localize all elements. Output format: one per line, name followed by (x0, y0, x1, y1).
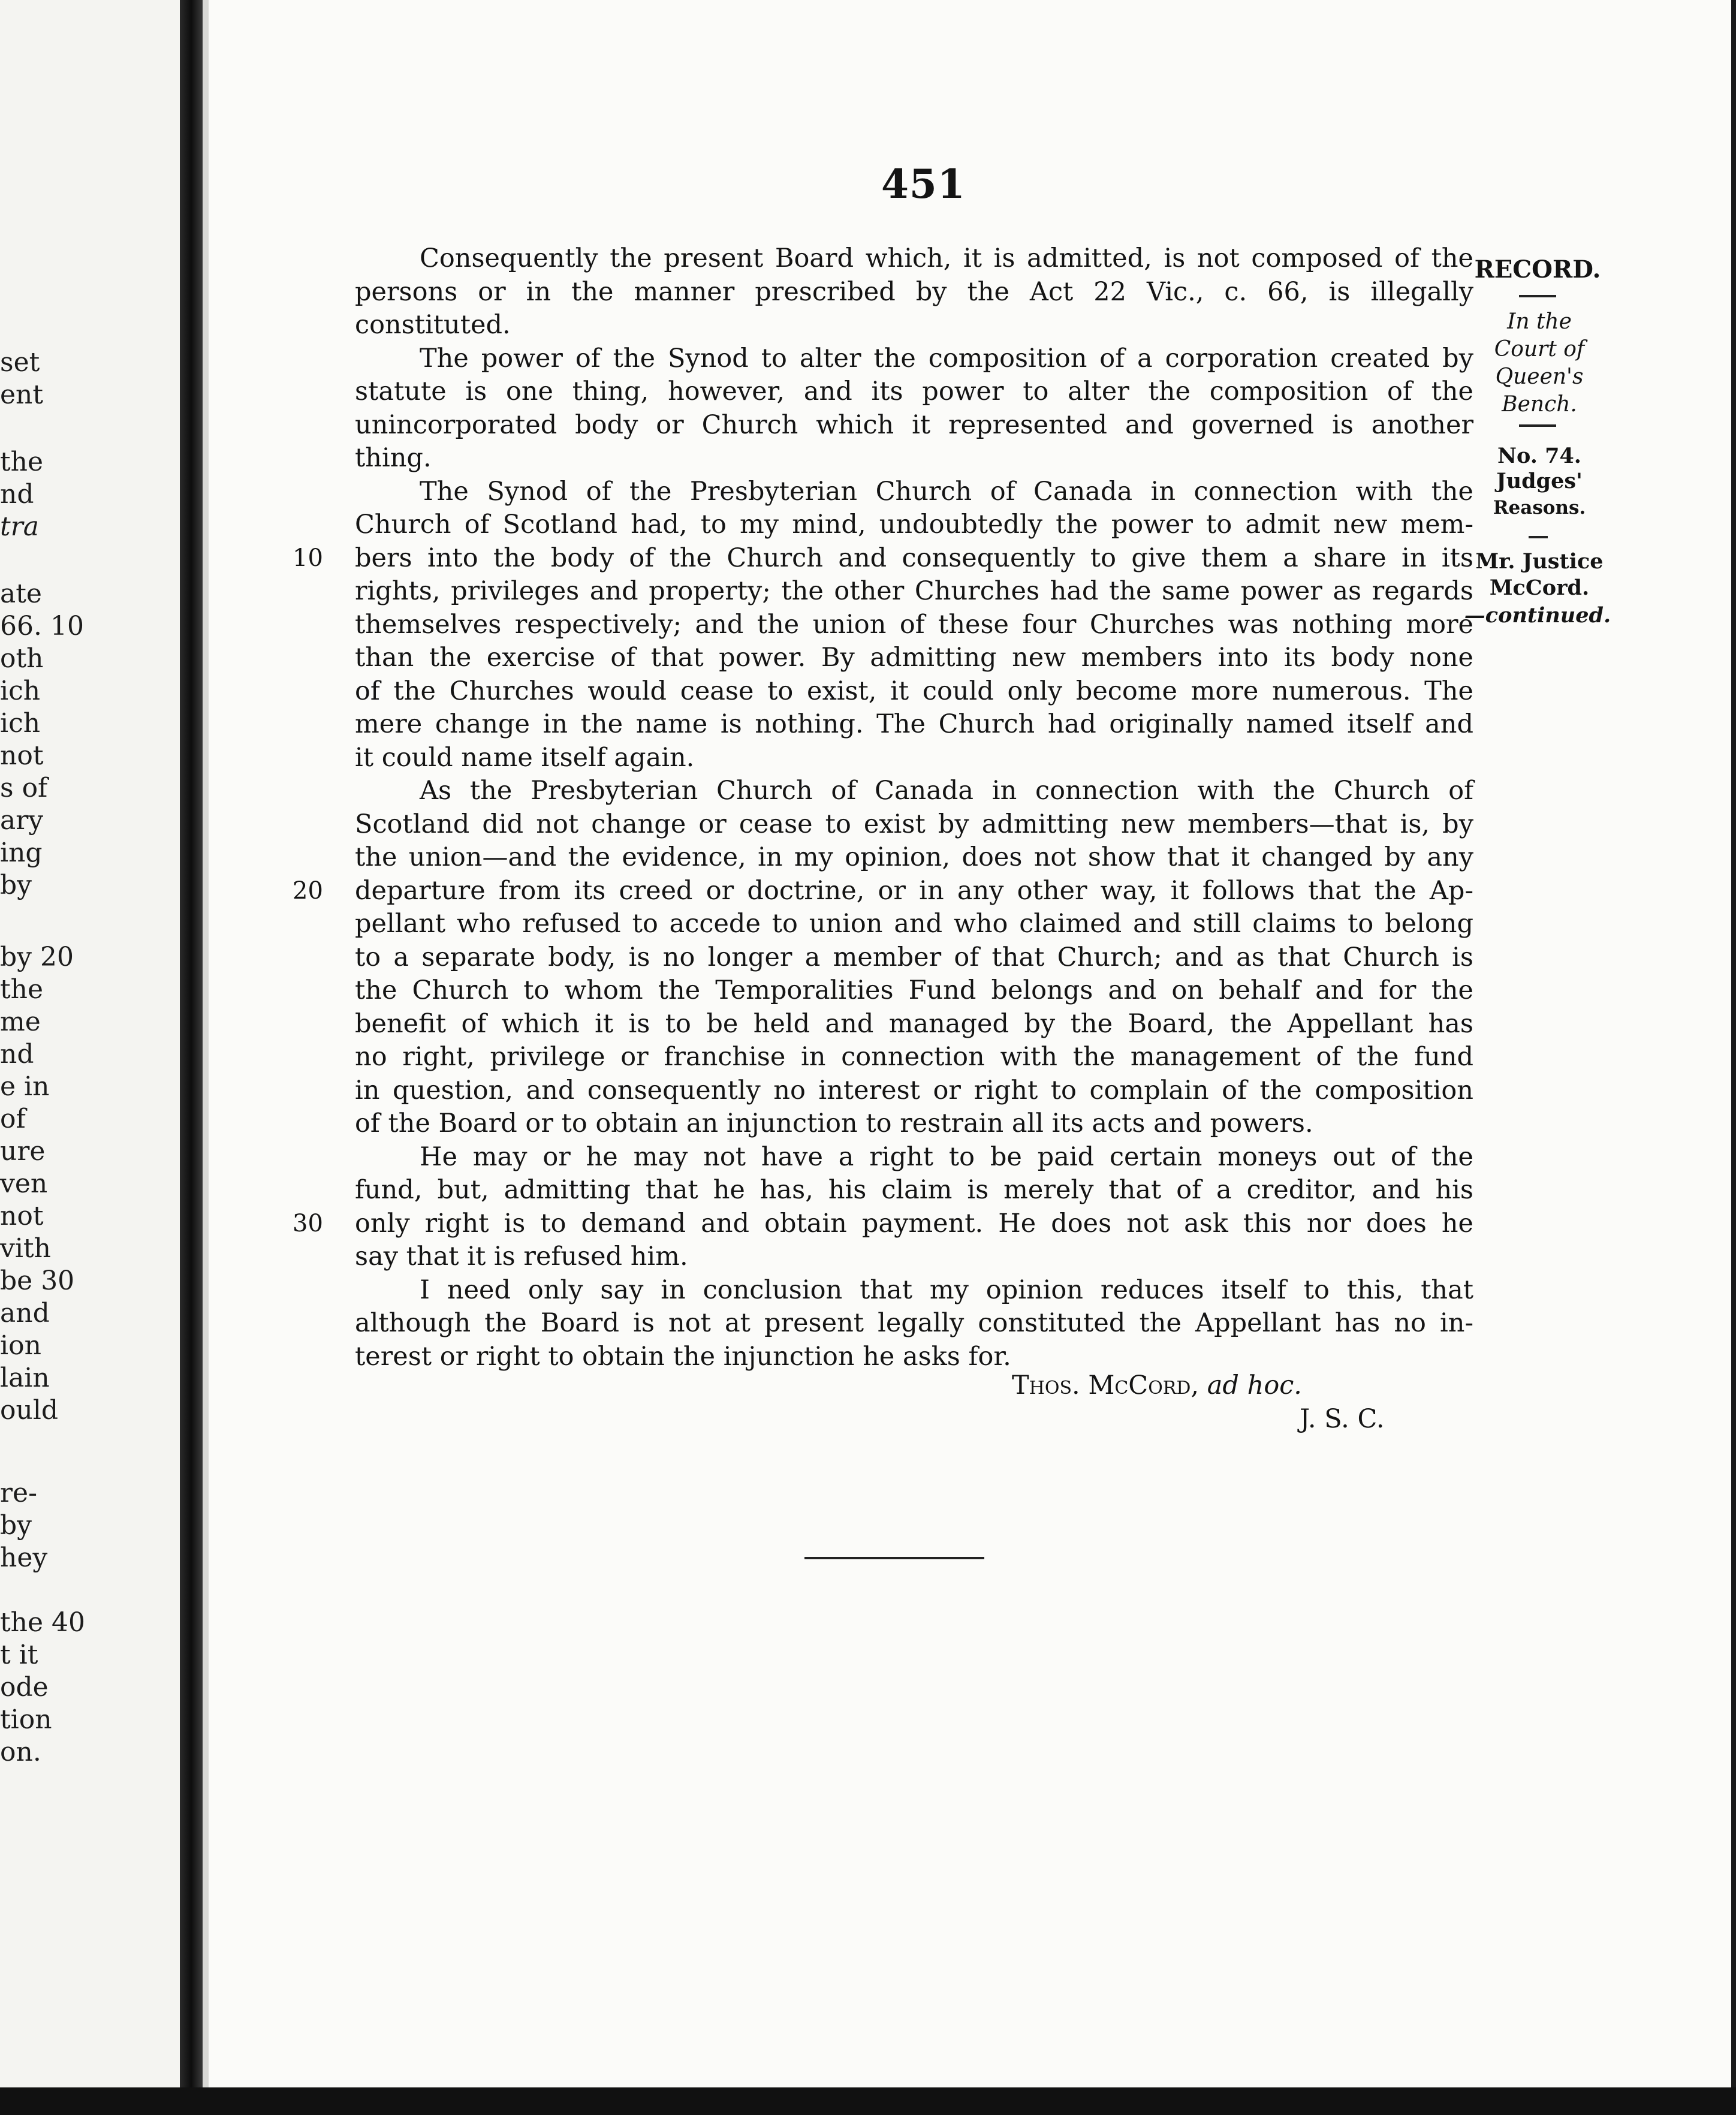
facing-line: and (0, 1298, 50, 1328)
facing-line: hey (0, 1542, 48, 1573)
margin-rule (1529, 536, 1548, 538)
line-number: 10 (293, 544, 323, 572)
facing-line: tion (0, 1704, 52, 1735)
text-line: The Synod of the Presbyterian Church of Canada in connection with the (420, 476, 1473, 507)
margin-mccord: McCord. (1489, 576, 1590, 600)
margin-heading: RECORD. (1474, 255, 1601, 284)
text-line: although the Board is not at present legally constituted the Appellant has no in- (355, 1308, 1473, 1338)
text-line: the union—and the evidence, in my opinion, does not show that it changed by any (355, 842, 1473, 872)
facing-line: ate (0, 579, 42, 609)
book-gutter (180, 0, 203, 2115)
text-line: unincorporated body or Church which it represented and governed is another (355, 409, 1473, 440)
text-line: pellant who refused to accede to union and who claimed and still claims to belong (355, 909, 1473, 939)
text-line: mere change in the name is nothing. The Church had originally named itself and (355, 709, 1473, 739)
text-line: fund, but, admitting that he has, his claim is merely that of a creditor, and his (355, 1175, 1473, 1205)
facing-line: not (0, 1201, 44, 1231)
facing-line: nd (0, 479, 34, 510)
text-line: statute is one thing, however, and its power to alter the composition of the (355, 376, 1473, 406)
facing-line: ure (0, 1136, 46, 1167)
margin-rule (1519, 424, 1556, 427)
facing-line: ich (0, 708, 41, 739)
facing-line: e in (0, 1071, 50, 1102)
text-line: of the Board or to obtain an injunction to restrain all its acts and powers. (355, 1108, 1313, 1138)
text-line: departure from its creed or doctrine, or in any other way, it follows that the Ap- (355, 875, 1473, 906)
margin-reasons: Reasons. (1493, 497, 1586, 519)
facing-line: ent (0, 379, 44, 410)
margin-rule (1519, 295, 1556, 297)
text-line: only right is to demand and obtain payment. He does not ask this nor does he (355, 1208, 1473, 1239)
margin-no: No. 74. (1497, 444, 1581, 468)
gutter-edge (203, 0, 209, 2115)
text-line: persons or in the manner prescribed by the Act 22 Vic., c. 66, is illegally (355, 276, 1473, 307)
facing-line: ould (0, 1395, 59, 1426)
facing-line: t it (0, 1640, 38, 1670)
facing-line: ode (0, 1672, 49, 1703)
facing-line: me (0, 1007, 41, 1037)
text-line: in question, and consequently no interest or right to complain of the composition (355, 1075, 1473, 1105)
facing-line: vith (0, 1233, 51, 1264)
facing-line: lain (0, 1363, 50, 1393)
signature-suffix: ad hoc. (1207, 1370, 1302, 1400)
text-line: themselves respectively; and the union of these four Churches was nothing more (355, 609, 1473, 640)
text-line: it could name itself again. (355, 742, 695, 773)
text-line: I need only say in conclusion that my opinion reduces itself to this, that (420, 1275, 1473, 1305)
facing-line: 66. 10 (0, 611, 84, 641)
facing-line: on. (0, 1737, 41, 1767)
facing-line: not (0, 740, 44, 771)
signature (1012, 1369, 1302, 1403)
text-line: the Church to whom the Temporalities Fund belongs and on behalf and for the (355, 975, 1473, 1005)
text-line: of the Churches would cease to exist, it could only become more numerous. The (355, 676, 1473, 706)
text-line: bers into the body of the Church and consequently to give them a share in its (355, 543, 1473, 573)
text-line: The power of the Synod to alter the composition of a corporation created by (420, 343, 1473, 373)
line-number: 20 (293, 876, 323, 905)
text-line: constituted. (355, 310, 511, 340)
margin-court-line: Bench. (1502, 392, 1577, 417)
margin-judges: Judges' (1496, 469, 1583, 493)
facing-line: the 40 (0, 1607, 86, 1638)
facing-line: the (0, 974, 44, 1005)
page-number: 451 (881, 161, 966, 207)
facing-line: nd (0, 1039, 34, 1069)
facing-line: oth (0, 643, 44, 674)
section-divider (804, 1557, 984, 1559)
margin-justice: Mr. Justice (1475, 549, 1604, 574)
facing-line: of (0, 1104, 26, 1134)
facing-line: be 30 (0, 1266, 75, 1296)
facing-line: by 20 (0, 942, 74, 972)
text-line: Church of Scotland had, to my mind, undoubtedly the power to admit new mem- (355, 510, 1473, 540)
text-line: than the exercise of that power. By admitting new members into its body none (355, 643, 1473, 673)
text-line: As the Presbyterian Church of Canada in connection with the Church of (420, 776, 1473, 806)
margin-court-line: Court of (1494, 337, 1585, 361)
text-line: terest or right to obtain the injunction he asks for. (355, 1341, 1011, 1372)
facing-page-fragment (0, 0, 180, 2115)
text-line: Scotland did not change or cease to exist by admitting new members—that is, by (355, 809, 1473, 839)
facing-line: set (0, 347, 40, 378)
text-line: rights, privileges and property; the other Churches had the same power as regards (355, 576, 1473, 606)
text-line: no right, privilege or franchise in connection with the management of the fund (355, 1042, 1473, 1072)
signature-title: J. S. C. (1300, 1404, 1385, 1434)
text-line: thing. (355, 443, 432, 473)
body-text (355, 242, 1473, 1373)
scan-border (0, 2087, 1736, 2115)
facing-line: ion (0, 1330, 41, 1361)
facing-line: s of (0, 773, 48, 803)
facing-line: by (0, 870, 32, 900)
text-line: He may or he may not have a right to be paid certain moneys out of the (420, 1141, 1473, 1172)
signature-name: Thos. McCord, (1012, 1370, 1199, 1400)
margin-court-line: In the (1507, 309, 1572, 334)
text-line: benefit of which it is to be held and managed by the Board, the Appellant has (355, 1008, 1473, 1039)
margin-court-line: Queen's (1495, 364, 1584, 389)
line-number: 30 (293, 1209, 323, 1237)
facing-line: the (0, 447, 44, 477)
margin-continued: —continued. (1464, 603, 1611, 628)
text-line: to a separate body, is no longer a member of that Church; and as that Church is (355, 942, 1473, 972)
facing-line: by (0, 1510, 32, 1541)
text-line: Consequently the present Board which, it is admitted, is not composed of the (420, 243, 1473, 273)
facing-line: ary (0, 805, 44, 836)
facing-line: ich (0, 676, 41, 706)
page-edge (1731, 0, 1736, 2115)
facing-line: re- (0, 1478, 37, 1508)
facing-line: ven (0, 1168, 48, 1199)
facing-line: tra (0, 511, 39, 542)
margin-court (1481, 308, 1598, 418)
text-line: say that it is refused him. (355, 1242, 688, 1272)
facing-line: ing (0, 837, 43, 868)
